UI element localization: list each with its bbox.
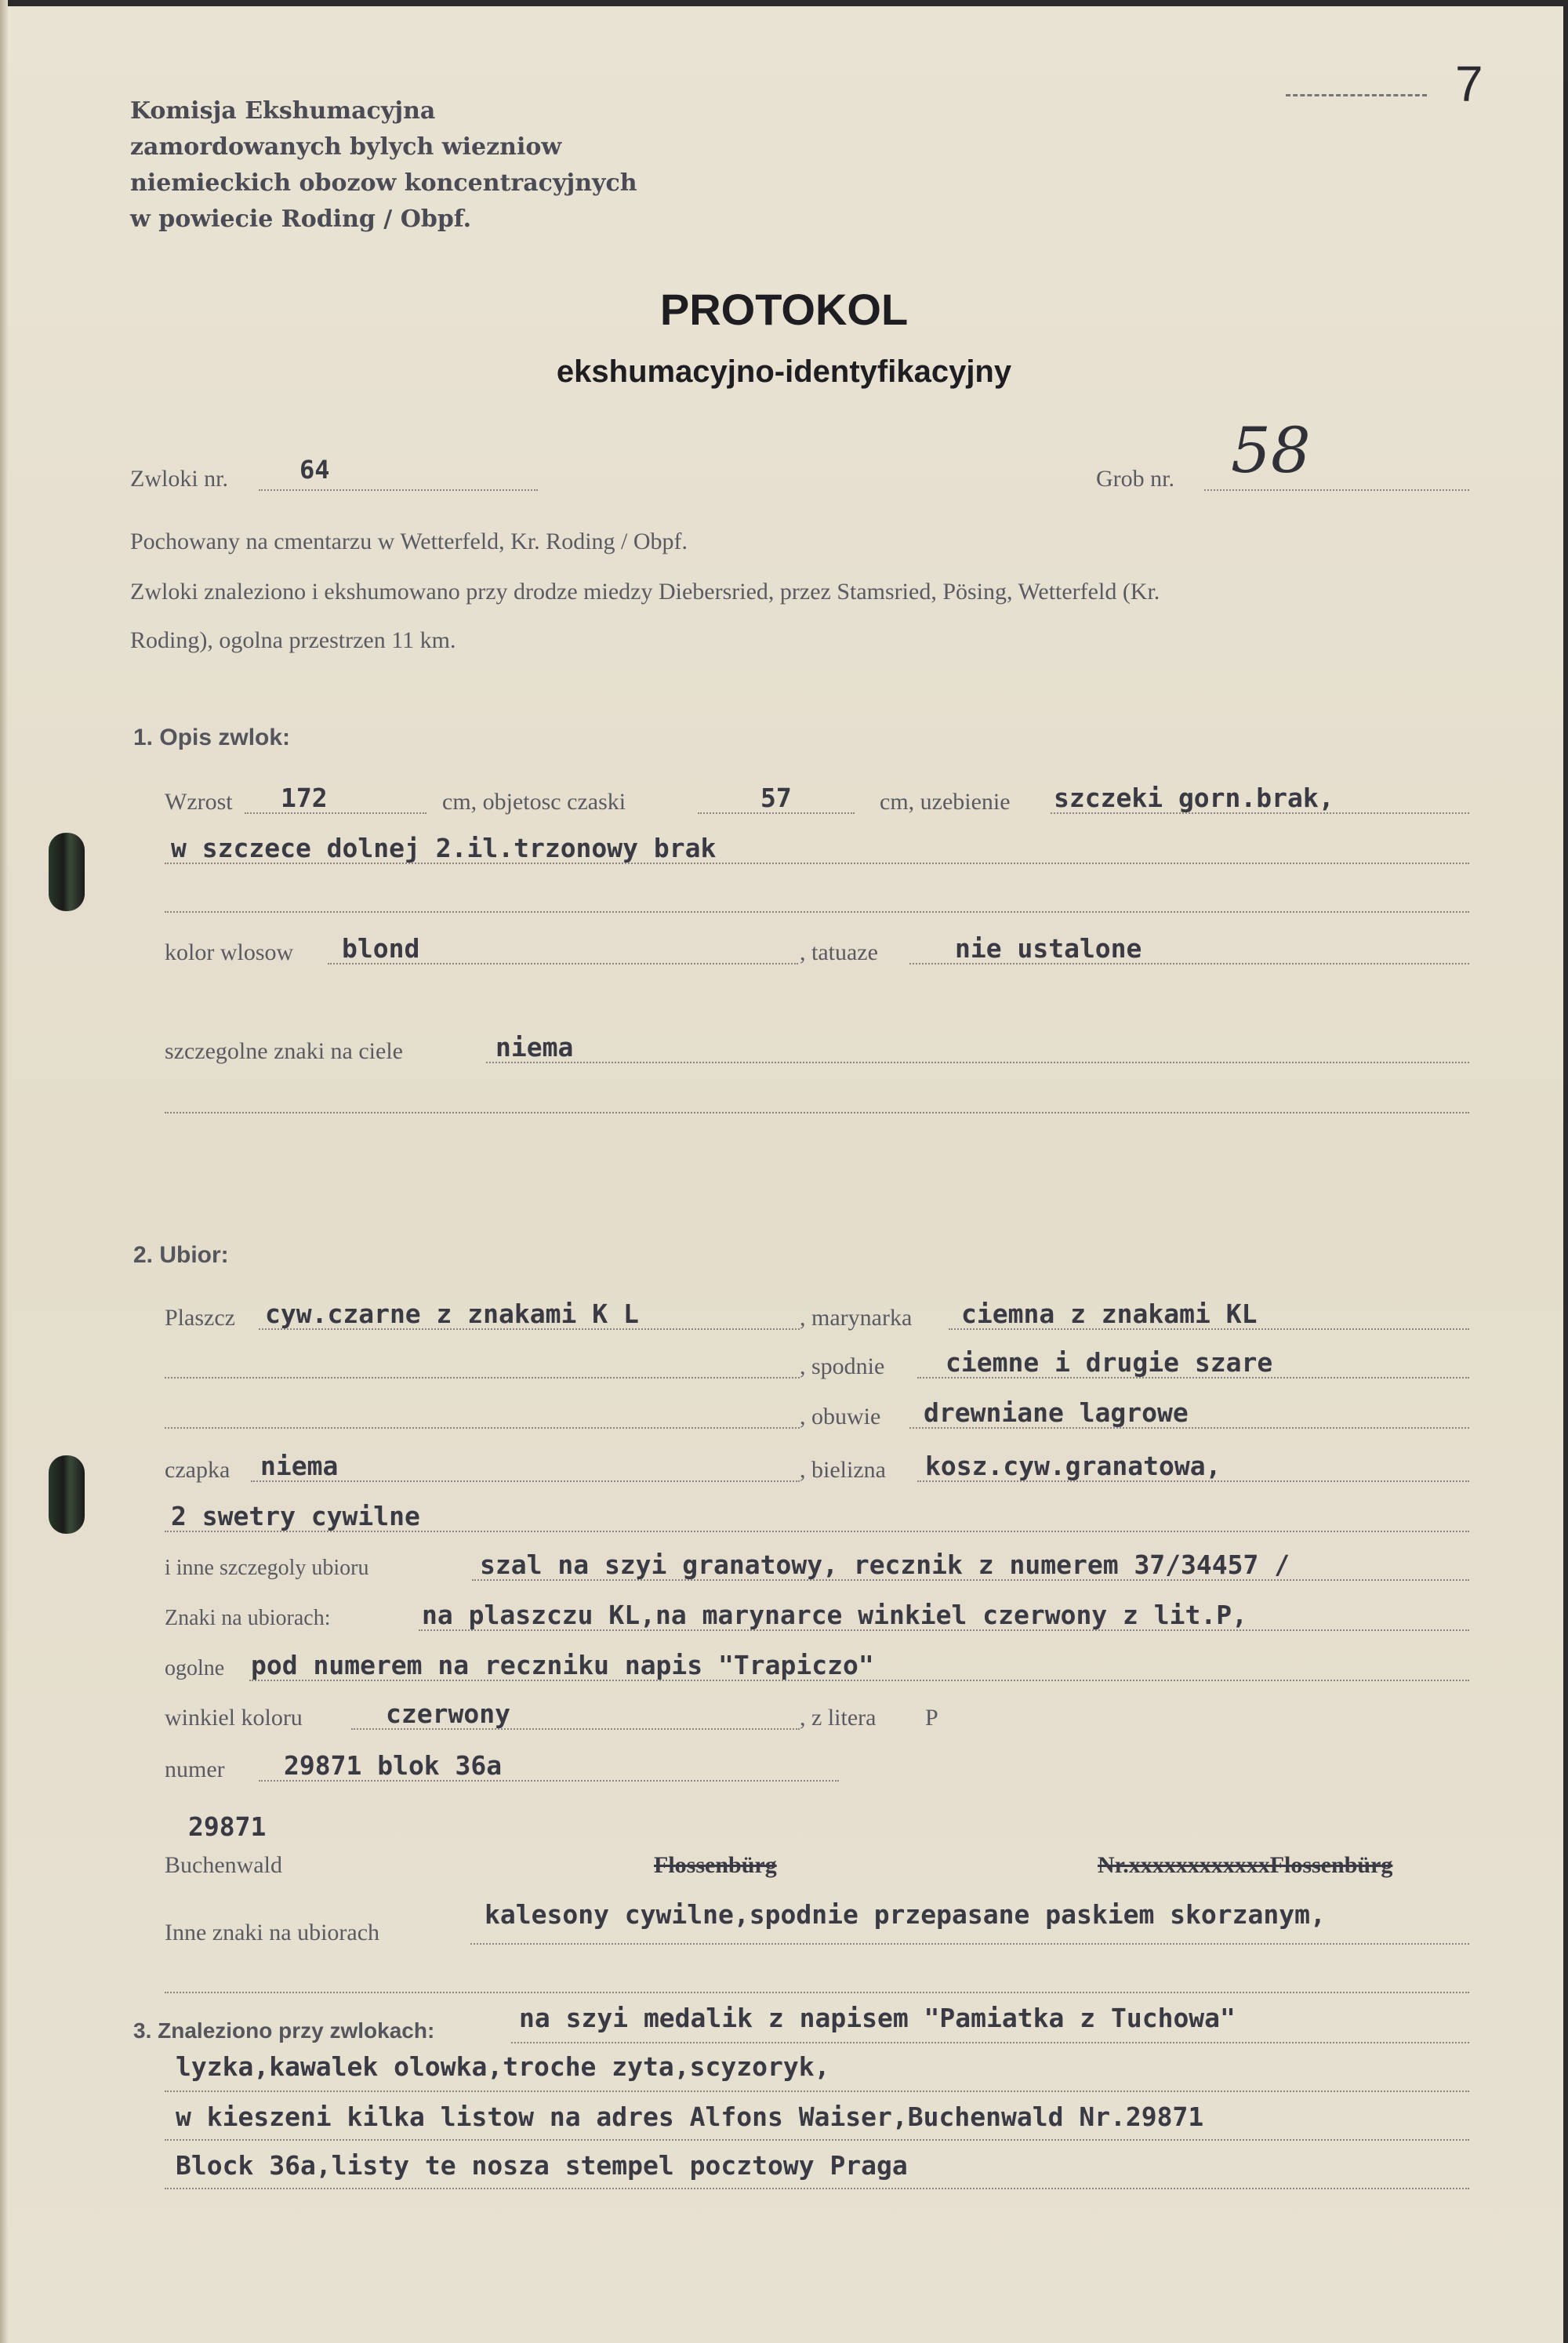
czaska-value: 57 (760, 783, 792, 813)
plaszcz-value: cyw.czarne z znakami K L (265, 1299, 639, 1329)
wzrost-label: Wzrost (165, 789, 233, 815)
ogolne-value: pod numerem na reczniku napis "Trapiczo" (251, 1650, 874, 1680)
kolor-wlosow-value: blond (342, 933, 420, 964)
dotted-line (165, 1377, 800, 1379)
grob-value-handwritten: 58 (1231, 414, 1311, 487)
swetry-line: 2 swetry cywilne (171, 1501, 420, 1531)
header-line-1: Komisja Ekshumacyjna (130, 97, 436, 125)
section-3-line-1: na szyi medalik z napisem "Pamiatka z Tuchowa" (519, 2003, 1236, 2033)
spodnie-label: , spodnie (800, 1353, 885, 1379)
burial-line-2: Zwloki znaleziono i ekshumowano przy drodze miedzy Diebersried, przez Stamsried, Pösing, Wetterfeld (Kr. (130, 579, 1160, 605)
section-3-heading: 3. Znaleziono przy zwlokach: (133, 2018, 435, 2043)
scan-edge-right (1563, 0, 1568, 2343)
other-camp-struck: Nr.xxxxxxxxxxxxFlossenbürg (1098, 1852, 1393, 1878)
flossenburg-struck: Flossenbürg (654, 1852, 777, 1878)
tatuaze-value: nie ustalone (955, 933, 1142, 964)
numer-value: 29871 blok 36a (284, 1750, 503, 1781)
uzebienie-value: szczeki gorn.brak, (1054, 783, 1334, 813)
uzebienie-label: cm, uzebienie (880, 789, 1011, 815)
dotted-line (165, 2091, 1469, 2092)
dotted-line (165, 2139, 1469, 2141)
section-1-heading: 1. Opis zwlok: (133, 725, 291, 750)
binder-hole-icon (49, 833, 85, 911)
dotted-line (165, 1531, 1469, 1532)
header-line-4: w powiecie Roding / Obpf. (130, 205, 472, 233)
znaki-ubiorach-value: na plaszczu KL,na marynarce winkiel czerwony z lit.P, (422, 1600, 1247, 1630)
ogolne-label: ogolne (165, 1656, 225, 1680)
dotted-line (470, 1943, 1469, 1945)
inne-znaki-label: Inne znaki na ubiorach (165, 1920, 380, 1945)
dotted-line (486, 1062, 1469, 1063)
bielizna-label: , bielizna (800, 1457, 886, 1483)
wzrost-value: 172 (281, 783, 328, 813)
inne-szczegoly-label: i inne szczegoly ubioru (165, 1556, 369, 1580)
winkiel-label: winkiel koloru (165, 1705, 303, 1731)
grob-label: Grob nr. (1096, 466, 1174, 492)
spodnie-value: ciemne i drugie szare (946, 1347, 1273, 1378)
scan-edge-top (0, 0, 1568, 6)
dotted-line (165, 2188, 1469, 2189)
inne-znaki-value: kalesony cywilne,spodnie przepasane paskiem skorzanym, (485, 1899, 1326, 1930)
marynarka-value: ciemna z znakami KL (961, 1299, 1258, 1329)
zwloki-label: Zwloki nr. (130, 466, 228, 492)
section-3-line-2: lyzka,kawalek olowka,troche zyta,scyzoryk, (176, 2051, 830, 2082)
litera-value: P (925, 1705, 938, 1731)
znaki-ciele-label: szczegolne znaki na ciele (165, 1038, 403, 1064)
dotted-line (259, 489, 538, 491)
obuwie-label: , obuwie (800, 1404, 881, 1429)
czapka-value: niema (260, 1451, 339, 1481)
zwloki-value: 64 (299, 455, 330, 485)
plaszcz-label: Plaszcz (165, 1305, 235, 1331)
dotted-line (245, 812, 426, 814)
camp-number: 29871 (188, 1811, 267, 1842)
marynarka-label: , marynarka (800, 1305, 913, 1331)
znaki-ciele-value: niema (495, 1032, 574, 1063)
obuwie-value: drewniane lagrowe (924, 1397, 1189, 1428)
burial-line-3: Roding), ogolna przestrzen 11 km. (130, 627, 456, 653)
uzebienie-continued: w szczece dolnej 2.il.trzonowy brak (171, 833, 717, 863)
buchenwald-label: Buchenwald (165, 1852, 282, 1878)
header-line-3: niemieckich obozow koncentracyjnych (130, 169, 637, 197)
scan-edge-left (0, 0, 8, 2343)
dotted-line (1204, 489, 1469, 491)
winkiel-value: czerwony (386, 1698, 510, 1729)
litera-label: , z litera (800, 1705, 877, 1731)
dotted-line (165, 911, 1469, 913)
section-3-line-4: Block 36a,listy te nosza stempel pocztowy Praga (176, 2150, 908, 2181)
document-subtitle: ekshumacyjno-identyfikacyjny (556, 354, 1012, 389)
dotted-line (165, 1992, 1469, 1993)
dotted-line (511, 2042, 1469, 2043)
kolor-wlosow-label: kolor wlosow (165, 939, 294, 965)
bielizna-value: kosz.cyw.granatowa, (925, 1451, 1221, 1481)
page-number: 7 (1455, 56, 1483, 112)
document-title: PROTOKOL (659, 285, 909, 334)
numer-label: numer (165, 1756, 225, 1782)
binder-hole-icon (49, 1455, 85, 1534)
czaska-label: cm, objetosc czaski (442, 789, 626, 815)
dotted-line (165, 1112, 1469, 1113)
burial-line-1: Pochowany na cmentarzu w Wetterfeld, Kr. Roding / Obpf. (130, 529, 688, 554)
section-2-heading: 2. Ubior: (133, 1242, 229, 1268)
dotted-line (165, 1427, 800, 1429)
tatuaze-label: , tatuaze (800, 939, 878, 965)
section-3-line-3: w kieszeni kilka listow na adres Alfons Waiser,Buchenwald Nr.29871 (176, 2101, 1204, 2132)
inne-szczegoly-value: szal na szyi granatowy, recznik z numerem 37/34457 / (480, 1549, 1290, 1580)
znaki-ubiorach-label: Znaki na ubiorach: (165, 1606, 331, 1630)
header-line-2: zamordowanych bylych wiezniow (130, 133, 562, 161)
page-number-dash (1286, 94, 1427, 96)
czapka-label: czapka (165, 1457, 230, 1483)
